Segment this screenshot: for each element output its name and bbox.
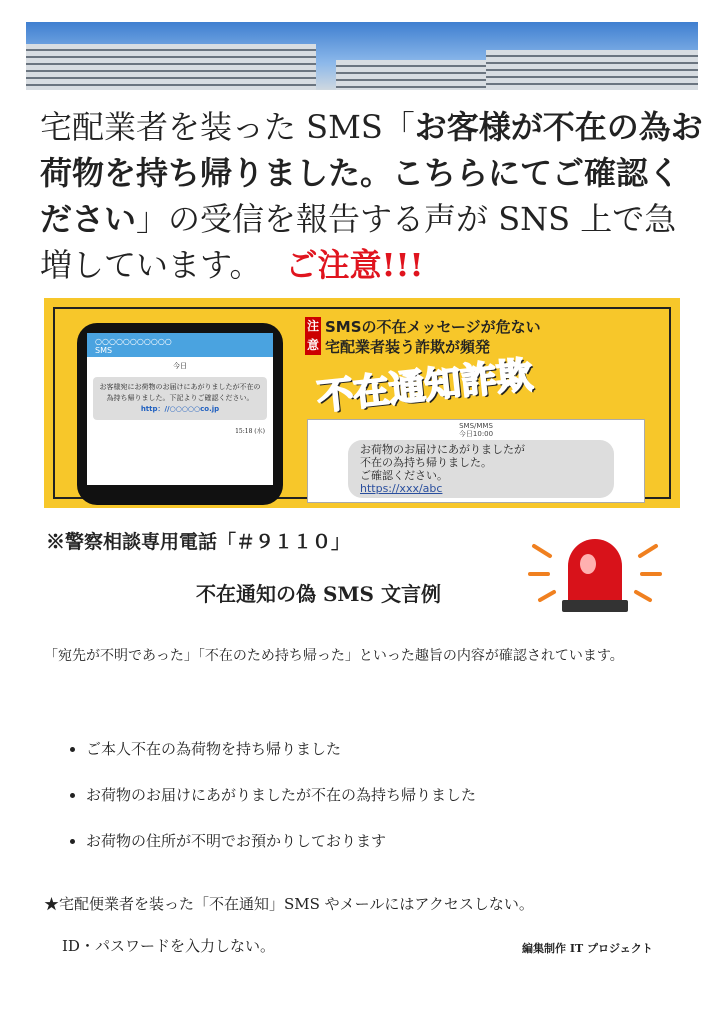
header-photo-buildings (26, 22, 698, 90)
headline (40, 104, 704, 288)
msg-type: SMS (95, 346, 113, 355)
warning-badge: 注意 (305, 317, 321, 355)
date: 今日 (173, 362, 187, 370)
credit: 編集制作 IT プロジェクト (522, 942, 653, 955)
list-item: • お荷物の住所が不明でお預かりしております (86, 830, 476, 876)
list-item: • お荷物のお届けにあがりましたが不在の為持ち帰りました (86, 784, 476, 830)
advice-line: ID・パスワードを入力しない。 (62, 937, 275, 955)
msg-head: SMS/MMS (459, 422, 493, 430)
msg-time: 今日10:00 (458, 430, 494, 438)
banner-big-text: 不在通知詐欺 (315, 354, 535, 419)
headline-text: 宅配業者を装った SMS「 (40, 108, 415, 146)
siren-icon (520, 534, 670, 614)
alert-text: ご注意!!! (285, 246, 424, 284)
example-list (66, 738, 476, 876)
msg-link: https://xxx/abc (360, 482, 443, 495)
msg-line: お荷物のお届けにあがりましたが (360, 443, 525, 456)
banner-headline: SMSの不在メッセージが危ない (325, 318, 541, 336)
sender: ○○○○○○○○○○○ (95, 337, 172, 346)
advice-line: ★宅配便業者を装った「不在通知」SMS やメールにはアクセスしない。 (44, 895, 534, 913)
msg-line: ご確認ください。 (360, 469, 448, 482)
section-title: 不在通知の偽 SMS 文言例 (196, 582, 441, 606)
police-phone: ※警察相談専用電話「＃９１１０」 (46, 531, 351, 553)
sms-message: お客様宛にお荷物のお届けにあがりましたが不在の為持ち帰りました。下記よりご確認ください。 (99, 383, 261, 402)
time: 15:18 (水) (235, 428, 265, 435)
warning-banner (44, 298, 680, 508)
phone-illustration (77, 323, 283, 505)
banner-headline: 宅配業者装う詐欺が頻発 (325, 338, 491, 356)
headline-quote: お客様が不在の為お荷物を持ち帰りました。こちらにてご確認ください (40, 108, 703, 238)
sms-link: http：//○○○○○co.jp (140, 405, 220, 413)
list-item: • ご本人不在の為荷物を持ち帰りました (86, 738, 476, 784)
description: 「宛先が不明であった」「不在のため持ち帰った」といった趣旨の内容が確認されています。 (44, 648, 624, 664)
sms-example (307, 419, 645, 503)
headline-text: 」の受信を報告する声が SNS 上で急増しています。 (40, 200, 677, 284)
msg-line: 不在の為持ち帰りました。 (360, 456, 492, 469)
